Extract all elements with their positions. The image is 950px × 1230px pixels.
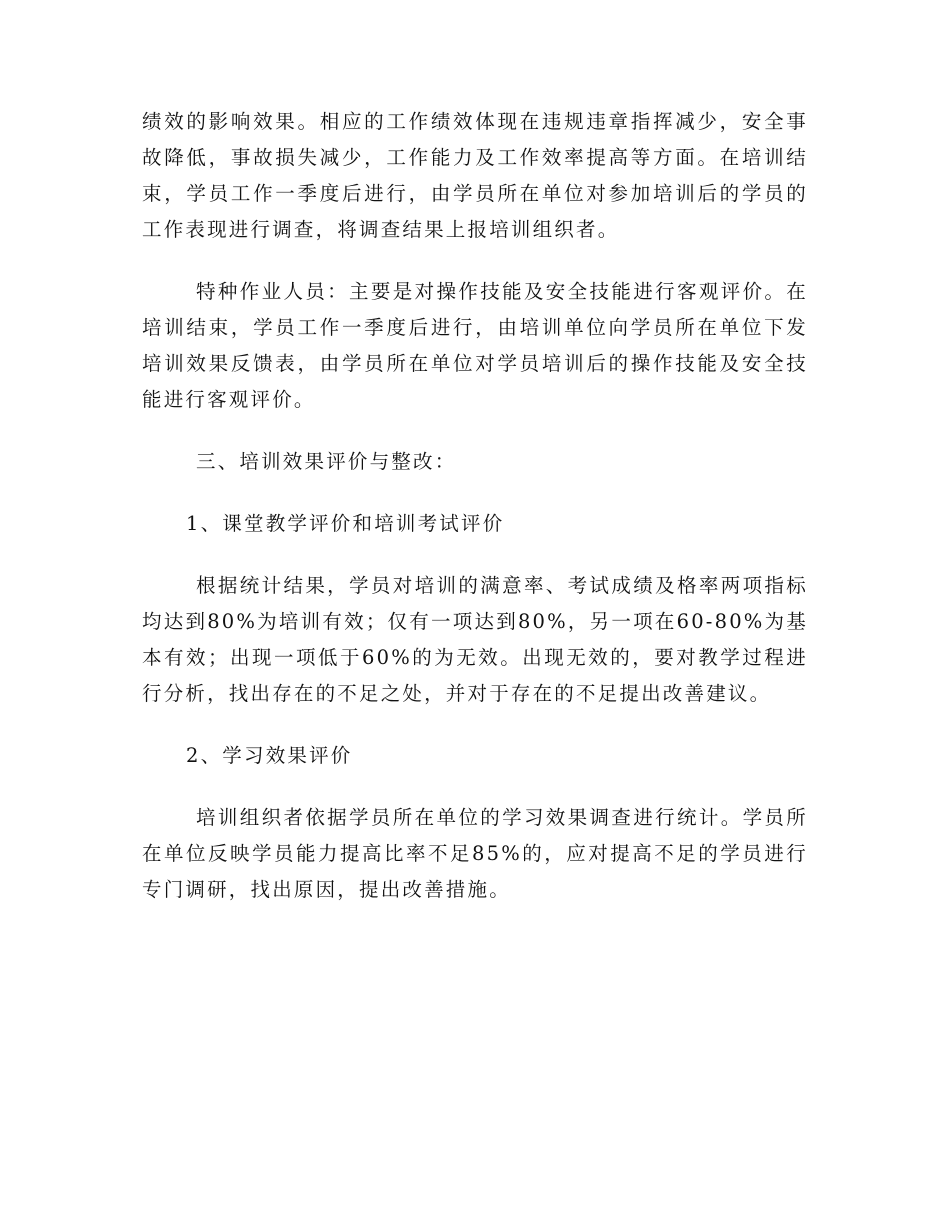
paragraph-gap bbox=[142, 712, 808, 738]
subheading-classroom-exam-evaluation: 1、课堂教学评价和培训考试评价 bbox=[186, 512, 505, 535]
paragraph-special-operators: 特种作业人员：主要是对操作技能及安全技能进行客观评价。在培训结束，学员工作一季度后进行，由培训单位向学员所在单位下发培训效果反馈表，由学员所在单位对学员培训后的操作技能及安全技能进行客观评价。 bbox=[142, 280, 808, 411]
paragraph-statistics-criteria: 根据统计结果，学员对培训的满意率、考试成绩及格率两项指标均达到80%为培训有效；仅有一项达到80%，另一项在60-80%为基本有效；出现一项低于60%的为无效。出现无效的，要对教学过程进行分析，找出存在的不足之处，并对于存在的不足提出改善建议。 bbox=[142, 574, 808, 705]
subheading-learning-effect-evaluation: 2、学习效果评价 bbox=[186, 744, 353, 767]
paragraph-organizer-statistics: 培训组织者依据学员所在单位的学习效果调查进行统计。学员所在单位反映学员能力提高比率不足85%的，应对提高不足的学员进行专门调研，找出原因，提出改善措施。 bbox=[142, 806, 808, 901]
paragraph-gap bbox=[142, 542, 808, 568]
paragraph-performance-effect: 绩效的影响效果。相应的工作绩效体现在违规违章指挥减少，安全事故降低，事故损失减少，工作能力及工作效率提高等方面。在培训结束，学员工作一季度后进行，由学员所在单位对参加培训后的学员的工作表现进行调查，将调查结果上报培训组织者。 bbox=[142, 110, 808, 241]
paragraph-gap bbox=[142, 248, 808, 274]
paragraph-gap bbox=[142, 418, 808, 444]
section-heading-evaluation-rectification: 三、培训效果评价与整改： bbox=[196, 450, 457, 473]
paragraph-gap bbox=[142, 774, 808, 800]
paragraph-gap bbox=[142, 480, 808, 506]
document-body bbox=[142, 104, 808, 908]
